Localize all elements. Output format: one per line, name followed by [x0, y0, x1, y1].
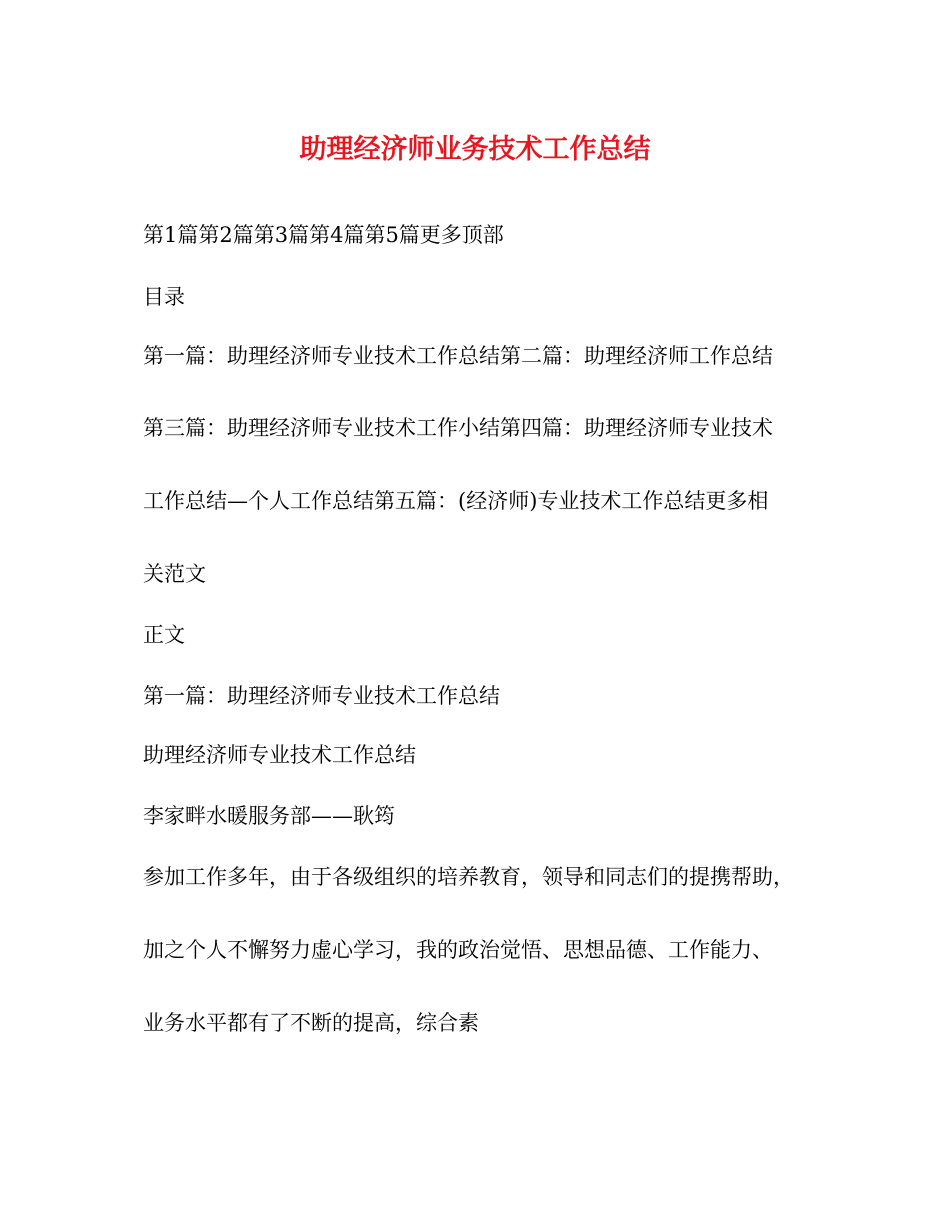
toc-line: 第一篇：助理经济师专业技术工作总结第二篇：助理经济师工作总结: [143, 344, 773, 368]
body-heading: 正文: [143, 623, 185, 647]
paragraph-line: 参加工作多年，由于各级组织的培养教育，领导和同志们的提携帮助，: [143, 865, 794, 889]
toc-line: 工作总结—个人工作总结第五篇：(经济师)专业技术工作总结更多相: [143, 489, 769, 513]
chapter-title: 第一篇：助理经济师专业技术工作总结: [143, 684, 500, 708]
nav-links: 第1篇第2篇第3篇第4篇第5篇更多顶部: [143, 223, 504, 247]
toc-line: 第三篇：助理经济师专业技术工作小结第四篇：助理经济师专业技术: [143, 416, 773, 440]
author-line: 李家畔水暖服务部——耿筠: [143, 804, 395, 828]
document-subtitle: 助理经济师专业技术工作总结: [143, 743, 416, 767]
paragraph-line: 加之个人不懈努力虚心学习，我的政治觉悟、思想品德、工作能力、: [143, 938, 773, 962]
toc-line: 关范文: [143, 562, 206, 586]
toc-heading: 目录: [143, 285, 185, 309]
document-title: 助理经济师业务技术工作总结: [299, 134, 651, 165]
paragraph-line: 业务水平都有了不断的提高，综合素: [143, 1011, 479, 1035]
